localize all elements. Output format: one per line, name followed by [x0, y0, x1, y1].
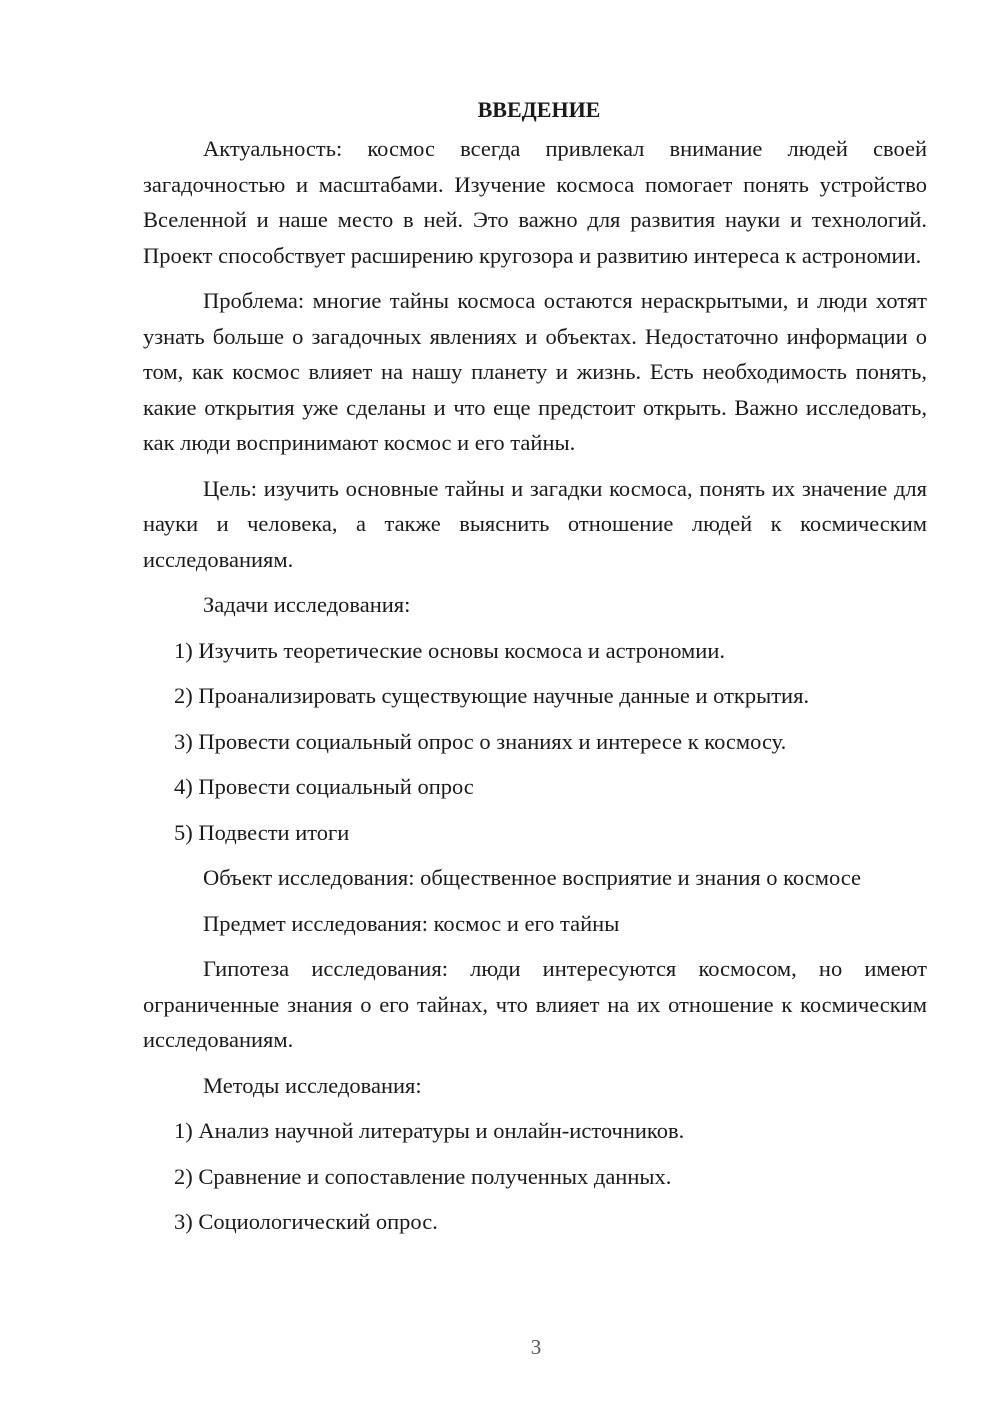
- tasks-heading: Задачи исследования:: [203, 592, 411, 617]
- page-content: [143, 92, 927, 1250]
- research-subject: Предмет исследования: космос и его тайны: [203, 910, 620, 936]
- research-object: Объект исследования: общественное восприятие и знания о космосе: [203, 865, 862, 890]
- method-item-1: 1) Анализ научной литературы и онлайн-источников.: [174, 1118, 685, 1143]
- task-item-2: 2) Проанализировать существующие научные данные и открытия.: [174, 683, 810, 708]
- method-item-3: 3) Социологический опрос.: [174, 1209, 438, 1234]
- page-title: ВВЕДЕНИЕ: [477, 97, 601, 122]
- task-item-3: 3) Провести социальный опрос о знаниях и интересе к космосу.: [174, 728, 787, 754]
- methods-heading: Методы исследования:: [203, 1072, 422, 1098]
- problem-paragraph: Проблема: многие тайны космоса остаются нераскрытыми, и люди хотят узнать больше о загадочных явлениях и объектах. Недостаточно информации о том, как космос влияет на нашу планету и жизнь. Есть необходимость понять, какие открытия уже сделаны и что еще предстоит открыть. Важно исследовать, как люди воспринимают космос и его тайны.: [143, 288, 927, 455]
- task-item-4: 4) Провести социальный опрос: [174, 774, 474, 799]
- goal-paragraph: Цель: изучить основные тайны и загадки космоса, понять их значение для науки и человека, а также выяснить отношение людей к космическим исследованиям.: [143, 475, 927, 572]
- relevance-paragraph: Актуальность: космос всегда привлекал внимание людей своей загадочностью и масштабами. Изучение космоса помогает понять устройство Вселенной и наше место в ней. Это важно для развития науки и технологий. Проект способствует расширению кругозора и развитию интереса к астрономии.: [143, 136, 927, 268]
- page-number: 3: [530, 1335, 542, 1359]
- method-item-2: 2) Сравнение и сопоставление полученных данных.: [174, 1163, 672, 1189]
- task-item-5: 5) Подвести итоги: [174, 819, 350, 845]
- task-item-1: 1) Изучить теоретические основы космоса и астрономии.: [174, 637, 725, 663]
- hypothesis-paragraph: Гипотеза исследования: люди интересуются космосом, но имеют ограниченные знания о его тайнах, что влияет на их отношение к космическим исследованиям.: [143, 956, 927, 1052]
